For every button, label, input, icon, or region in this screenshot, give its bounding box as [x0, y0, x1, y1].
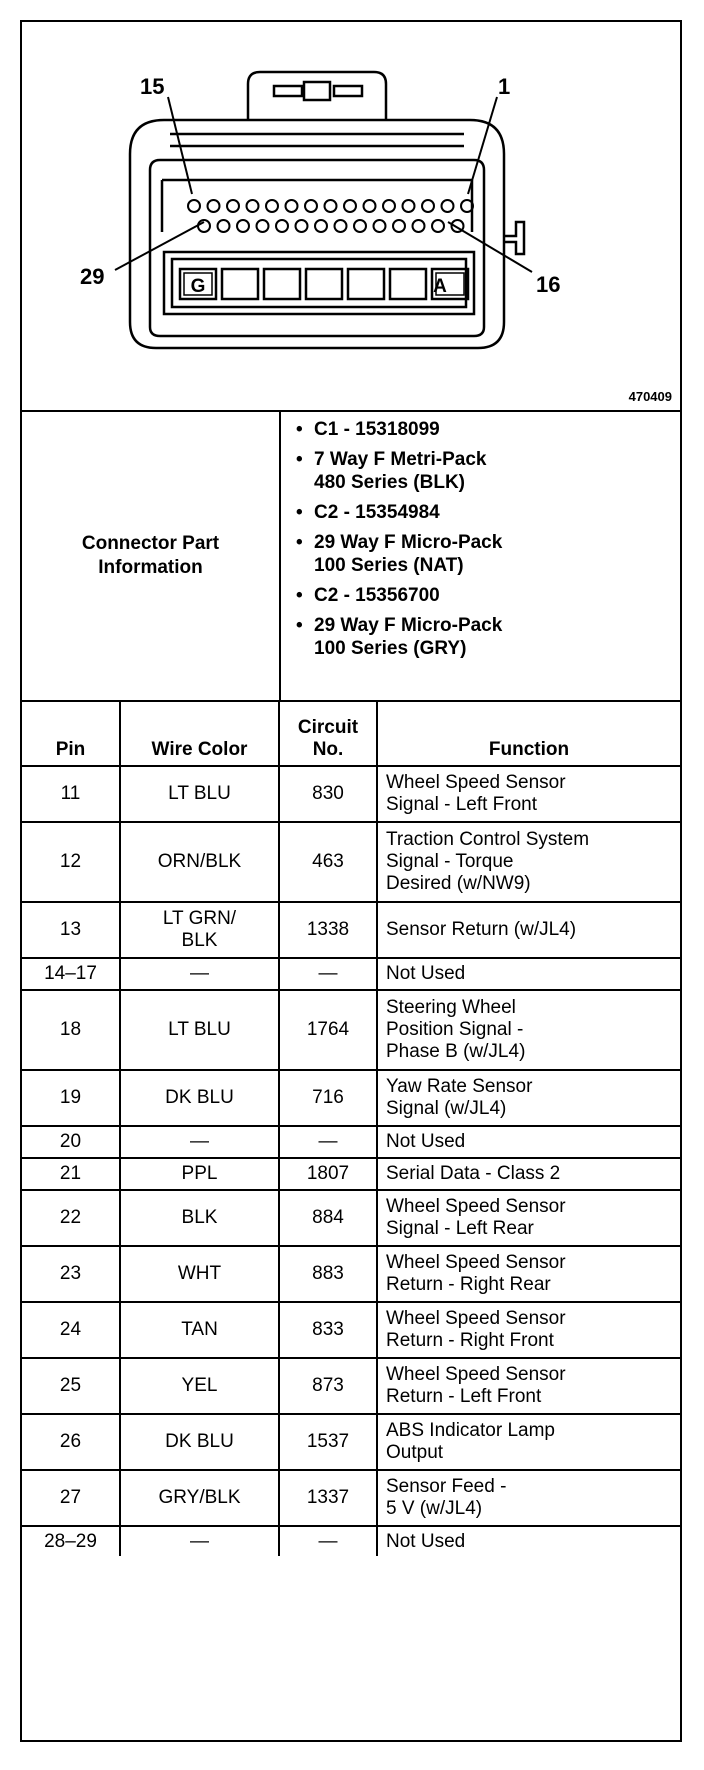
wire-color-cell: ORN/BLK	[120, 822, 279, 902]
wire-color-cell: DK BLU	[120, 1414, 279, 1470]
pin-cavity	[393, 220, 405, 232]
table-row	[22, 1246, 680, 1302]
header-pin: Pin	[22, 702, 120, 766]
cavity-label-a: A	[433, 276, 447, 297]
large-cavity	[222, 269, 258, 299]
connector-info-list	[281, 418, 677, 667]
tab-slot-left	[274, 86, 302, 96]
wire-color-cell: PPL	[120, 1158, 279, 1190]
tab-slot-right	[334, 86, 362, 96]
function-cell: Wheel Speed Sensor Return - Right Rear	[377, 1246, 680, 1302]
pin-cavity	[354, 220, 366, 232]
connector-info-item: • 7 Way F Metri-Pack 480 Series (BLK)	[281, 448, 677, 494]
table-row	[22, 1158, 680, 1190]
table-row	[22, 1070, 680, 1126]
function-cell: Not Used	[377, 958, 680, 990]
pin-cell: 13	[22, 902, 120, 958]
pin-cavity	[325, 200, 337, 212]
function-cell: Wheel Speed Sensor Return - Right Front	[377, 1302, 680, 1358]
pin-cavity	[276, 220, 288, 232]
large-cavity	[264, 269, 300, 299]
pin-cavity	[227, 200, 239, 212]
header-wire-color: Wire Color	[120, 702, 279, 766]
wire-color-cell: LT BLU	[120, 990, 279, 1070]
pin-label-16: 16	[536, 272, 561, 297]
table-row	[22, 902, 680, 958]
pin-cavity	[266, 200, 278, 212]
pin-cell: 19	[22, 1070, 120, 1126]
pin-cavity	[413, 220, 425, 232]
function-cell: ABS Indicator Lamp Output	[377, 1414, 680, 1470]
pin-cavity	[218, 220, 230, 232]
pin-cavity	[442, 200, 454, 212]
pin-label-15: 15	[140, 74, 165, 99]
tab-slot-center	[304, 82, 330, 100]
pin-cell: 14–17	[22, 958, 120, 990]
pin-cavity	[286, 200, 298, 212]
circuit-cell: 884	[279, 1190, 377, 1246]
wire-color-cell: LT GRN/ BLK	[120, 902, 279, 958]
wire-color-cell: —	[120, 1526, 279, 1556]
wire-color-cell: WHT	[120, 1246, 279, 1302]
function-cell: Wheel Speed Sensor Return - Left Front	[377, 1358, 680, 1414]
circuit-cell: 463	[279, 822, 377, 902]
pin-cell: 18	[22, 990, 120, 1070]
function-cell: Steering Wheel Position Signal - Phase B (w/JL4)	[377, 990, 680, 1070]
connector-info-item: • C2 - 15356700	[281, 584, 677, 607]
large-cavity	[348, 269, 384, 299]
cavity-row	[180, 269, 468, 299]
pin-cavity	[198, 220, 210, 232]
connector-info-item: • 29 Way F Micro-Pack 100 Series (NAT)	[281, 531, 677, 577]
pin-cell: 11	[22, 766, 120, 822]
header-circuit-no: Circuit No.	[279, 702, 377, 766]
pin-cavity	[422, 200, 434, 212]
circuit-cell: 1337	[279, 1470, 377, 1526]
pin-cavity	[374, 220, 386, 232]
circuit-cell: —	[279, 1526, 377, 1556]
pin-cavity	[335, 220, 347, 232]
connector-info-item: • C1 - 15318099	[281, 418, 677, 441]
connector-face-drawing	[22, 22, 680, 410]
pin-cavity	[237, 220, 249, 232]
wire-color-cell: —	[120, 1126, 279, 1158]
function-cell: Yaw Rate Sensor Signal (w/JL4)	[377, 1070, 680, 1126]
table-row	[22, 1126, 680, 1158]
pin-cell: 22	[22, 1190, 120, 1246]
pin-cavity	[305, 200, 317, 212]
table-row	[22, 958, 680, 990]
circuit-cell: 883	[279, 1246, 377, 1302]
wire-color-cell: LT BLU	[120, 766, 279, 822]
circuit-cell: —	[279, 1126, 377, 1158]
pin-cavity	[208, 200, 220, 212]
wire-color-cell: DK BLU	[120, 1070, 279, 1126]
function-cell: Traction Control System Signal - Torque Desired (w/NW9)	[377, 822, 680, 902]
pin-cavity	[403, 200, 415, 212]
pin-cavity	[257, 220, 269, 232]
function-cell: Not Used	[377, 1126, 680, 1158]
pin-cavity	[188, 200, 200, 212]
pin-row-bottom	[198, 220, 464, 232]
function-cell: Sensor Feed - 5 V (w/JL4)	[377, 1470, 680, 1526]
pin-cell: 23	[22, 1246, 120, 1302]
circuit-cell: 1537	[279, 1414, 377, 1470]
pin-row-top	[188, 200, 473, 212]
table-row	[22, 1190, 680, 1246]
pin-cell: 27	[22, 1470, 120, 1526]
header-function: Function	[377, 702, 680, 766]
table-row	[22, 1358, 680, 1414]
pin-cell: 28–29	[22, 1526, 120, 1556]
cavity-label-g: G	[190, 276, 206, 297]
table-row	[22, 1414, 680, 1470]
pin-cavity	[383, 200, 395, 212]
circuit-cell: 830	[279, 766, 377, 822]
circuit-cell: 1338	[279, 902, 377, 958]
circuit-cell: 873	[279, 1358, 377, 1414]
function-cell: Sensor Return (w/JL4)	[377, 902, 680, 958]
connector-sheet	[20, 20, 682, 1742]
pin-cavity	[315, 220, 327, 232]
cavity-frame	[164, 252, 474, 314]
figure-id: 470409	[628, 389, 672, 404]
table-row	[22, 990, 680, 1070]
pin-cavity	[364, 200, 376, 212]
connector-info-heading: Connector Part Information	[81, 533, 220, 578]
pin-cell: 12	[22, 822, 120, 902]
wire-color-cell: BLK	[120, 1190, 279, 1246]
connector-info-heading-cell	[22, 412, 281, 700]
wire-color-cell: YEL	[120, 1358, 279, 1414]
function-cell: Wheel Speed Sensor Signal - Left Front	[377, 766, 680, 822]
function-cell: Not Used	[377, 1526, 680, 1556]
circuit-cell: —	[279, 958, 377, 990]
wire-color-cell: TAN	[120, 1302, 279, 1358]
circuit-cell: 833	[279, 1302, 377, 1358]
locking-tab	[248, 72, 386, 120]
pin-label-1: 1	[498, 74, 511, 99]
pin-cavity	[344, 200, 356, 212]
pin-cavity	[432, 220, 444, 232]
pin-cell: 21	[22, 1158, 120, 1190]
table-row	[22, 766, 680, 822]
table-row	[22, 822, 680, 902]
pin-cell: 26	[22, 1414, 120, 1470]
pin-cell: 24	[22, 1302, 120, 1358]
wire-color-cell: GRY/BLK	[120, 1470, 279, 1526]
table-row	[22, 1302, 680, 1358]
large-cavity	[306, 269, 342, 299]
pinout-table	[22, 702, 680, 1556]
circuit-cell: 1764	[279, 990, 377, 1070]
pin-cavity	[296, 220, 308, 232]
circuit-cell: 716	[279, 1070, 377, 1126]
pin-cavity	[247, 200, 259, 212]
circuit-cell: 1807	[279, 1158, 377, 1190]
wire-color-cell: —	[120, 958, 279, 990]
pin-cell: 25	[22, 1358, 120, 1414]
connector-info-item: • 29 Way F Micro-Pack 100 Series (GRY)	[281, 614, 677, 660]
table-row	[22, 1526, 680, 1556]
function-cell: Wheel Speed Sensor Signal - Left Rear	[377, 1190, 680, 1246]
connector-info-item: • C2 - 15354984	[281, 501, 677, 524]
large-cavity	[390, 269, 426, 299]
table-row	[22, 1470, 680, 1526]
function-cell: Serial Data - Class 2	[377, 1158, 680, 1190]
pin-label-29: 29	[80, 264, 105, 289]
pin-cell: 20	[22, 1126, 120, 1158]
connector-diagram	[22, 22, 680, 412]
connector-part-info	[22, 412, 680, 702]
